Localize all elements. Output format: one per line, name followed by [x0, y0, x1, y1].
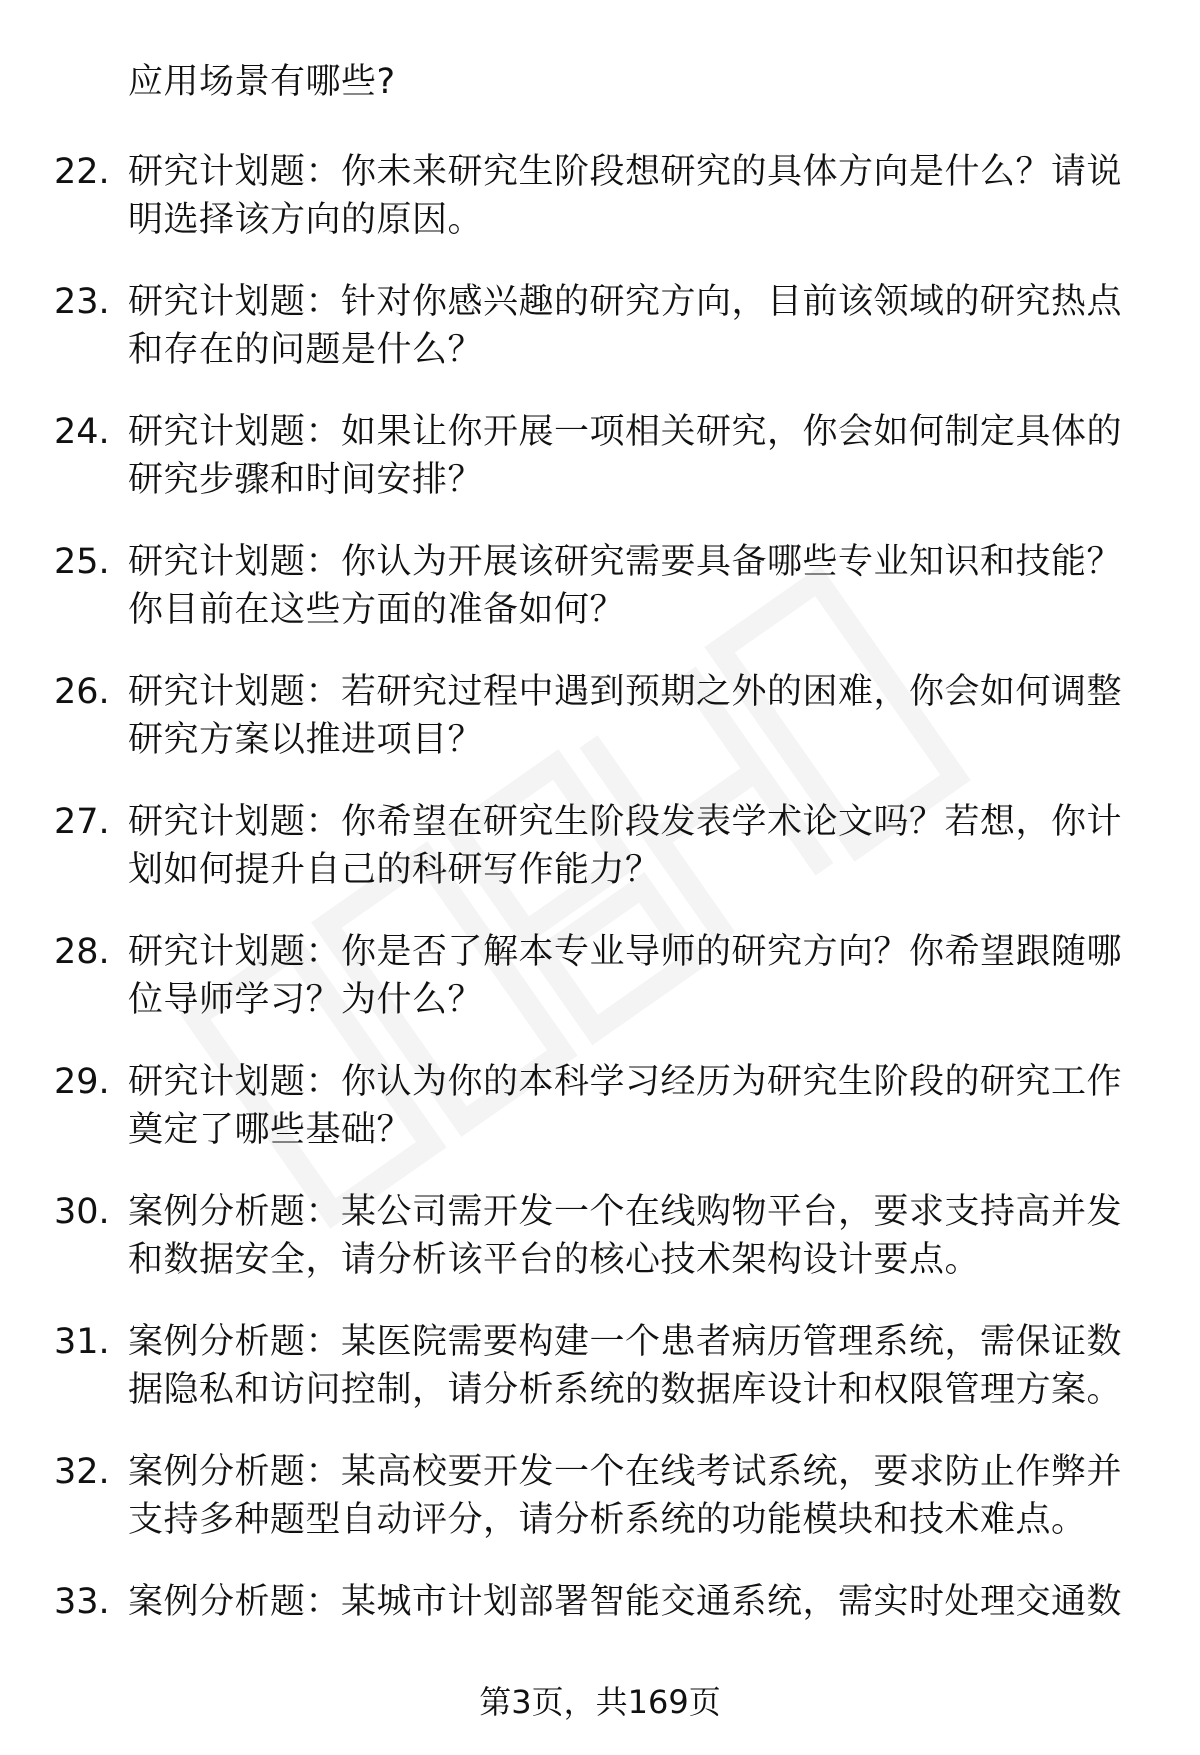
question-number: 31. — [54, 1322, 110, 1362]
list-item — [0, 278, 1200, 408]
question-text: 研究计划题：你希望在研究生阶段发表学术论文吗？若想，你计划如何提升自己的科研写作能力？ — [128, 802, 1123, 890]
list-item — [0, 1318, 1200, 1448]
question-number: 26. — [54, 672, 110, 712]
list-item — [0, 928, 1200, 1058]
question-number: 25. — [54, 542, 110, 582]
question-text: 研究计划题：若研究过程中遇到预期之外的困难，你会如何调整研究方案以推进项目？ — [128, 672, 1123, 760]
list-item — [0, 668, 1200, 798]
question-text: 研究计划题：如果让你开展一项相关研究，你会如何制定具体的研究步骤和时间安排？ — [128, 412, 1123, 500]
question-number: 24. — [54, 412, 110, 452]
question-text: 研究计划题：你未来研究生阶段想研究的具体方向是什么？请说明选择该方向的原因。 — [128, 152, 1123, 240]
question-text: 案例分析题：某高校要开发一个在线考试系统，要求防止作弊并支持多种题型自动评分，请分析系统的功能模块和技术难点。 — [128, 1452, 1123, 1540]
question-text: 研究计划题：你认为开展该研究需要具备哪些专业知识和技能？你目前在这些方面的准备如何？ — [128, 542, 1123, 630]
question-number: 29. — [54, 1062, 110, 1102]
question-number: 22. — [54, 152, 110, 192]
list-item — [0, 1058, 1200, 1188]
question-number: 33. — [54, 1582, 110, 1622]
question-text: 案例分析题：某医院需要构建一个患者病历管理系统，需保证数据隐私和访问控制，请分析系统的数据库设计和权限管理方案。 — [128, 1322, 1123, 1410]
question-number: 23. — [54, 282, 110, 322]
question-text: 案例分析题：某公司需开发一个在线购物平台，要求支持高并发和数据安全，请分析该平台的核心技术架构设计要点。 — [128, 1192, 1123, 1280]
list-item — [0, 538, 1200, 668]
question-list — [0, 148, 1200, 1708]
list-item — [0, 798, 1200, 928]
question-text: 研究计划题：你是否了解本专业导师的研究方向？你希望跟随哪位导师学习？为什么？ — [128, 932, 1123, 1020]
question-text: 案例分析题：某城市计划部署智能交通系统，需实时处理交通数 — [128, 1582, 1123, 1622]
list-item — [0, 1448, 1200, 1578]
continuation-text: 应用场景有哪些? — [128, 62, 396, 102]
question-text: 研究计划题：你认为你的本科学习经历为研究生阶段的研究工作奠定了哪些基础？ — [128, 1062, 1123, 1150]
list-item — [0, 1188, 1200, 1318]
list-item — [0, 148, 1200, 278]
question-number: 28. — [54, 932, 110, 972]
question-text: 研究计划题：针对你感兴趣的研究方向，目前该领域的研究热点和存在的问题是什么？ — [128, 282, 1123, 370]
question-number: 32. — [54, 1452, 110, 1492]
list-item — [0, 408, 1200, 538]
page-number-footer: 第3页，共169页 — [479, 1683, 721, 1721]
question-number: 30. — [54, 1192, 110, 1232]
question-number: 27. — [54, 802, 110, 842]
